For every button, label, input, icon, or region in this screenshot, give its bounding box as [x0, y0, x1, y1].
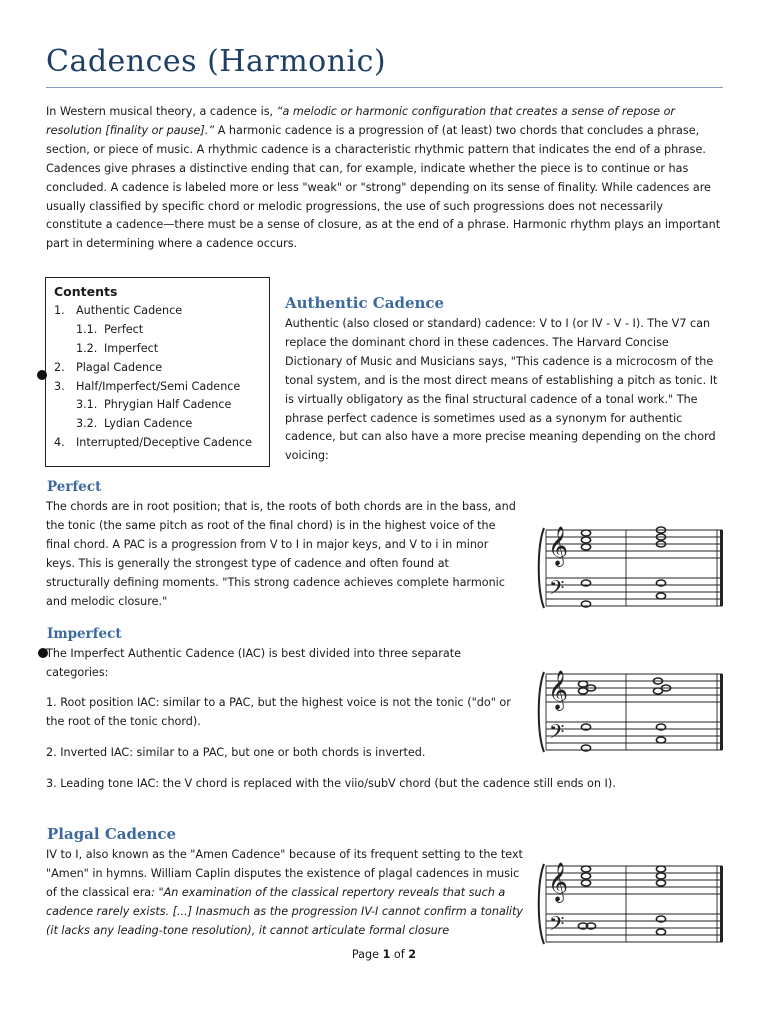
grand-staff-icon [536, 516, 728, 610]
imperfect-heading: Imperfect [47, 626, 122, 642]
toc-item-perfect[interactable]: 1.1. Perfect [76, 322, 144, 336]
table-of-contents [45, 277, 270, 467]
page-footer [0, 948, 768, 961]
toc-item-imperfect[interactable]: 1.2. Imperfect [76, 341, 159, 355]
svg-text:𝄞: 𝄞 [548, 526, 569, 566]
toc-item-phrygian[interactable]: 3.1. Phrygian Half Cadence [76, 398, 232, 412]
toc-item-half[interactable]: 3. Half/Imperfect/Semi Cadence [54, 379, 241, 393]
toc-item-authentic[interactable]: 1. Authentic Cadence [54, 304, 183, 317]
plagal-text: IV to I, also known as the "Amen Cadence" because of its frequent setting to the text "Amen" in hymns. William Caplin disputes the existence of plagal cadences in music of the classical era [46, 848, 523, 899]
intro-text-2: A harmonic cadence is a progression of (at least) two chords that concludes a phrase, section, or piece of music. A rhythmic cadence is a characteristic rhythmic pattern that indicates the end of a phrase. Cadences give phrases a distinctive ending that can, for example, indicate whether the piece is to continue or has concluded. A cadence is labeled more or less "weak" or "strong" depending on its sense of finality. While cadences are usually classified by specific chord or melodic progressions, the use of such progressions does not necessarily constitute a cadence—there must be a sense of closure, as at the end of a phrase. Harmonic rhythm plays an important part in determining where a cadence occurs. [46, 123, 721, 251]
footer-total-pages: 2 [408, 948, 417, 961]
intro-text-1: In Western musical theory, a cadence is, [46, 105, 277, 118]
toc-item-interrupted[interactable]: 4. Interrupted/Deceptive Cadence [54, 436, 252, 450]
title-divider [46, 87, 723, 88]
svg-text:𝄢: 𝄢 [549, 576, 565, 604]
footer-prefix: Page [351, 948, 383, 961]
grand-staff-icon [536, 852, 728, 946]
toc-title: Contents [54, 284, 118, 299]
page-title: Cadences (Harmonic) [46, 44, 387, 79]
imperfect-item-2: 2. Inverted IAC: similar to a PAC, but one or both chords is inverted. [46, 746, 426, 759]
svg-text:𝄞: 𝄞 [548, 862, 569, 902]
authentic-heading: Authentic Cadence [285, 294, 445, 312]
svg-text:𝄢: 𝄢 [549, 912, 565, 940]
imperfect-intro: The Imperfect Authentic Cadence (IAC) is best divided into three separate categories: [46, 647, 462, 679]
toc-item-lydian[interactable]: 3.2. Lydian Cadence [76, 417, 193, 431]
bullet-dot-icon [37, 370, 47, 380]
plagal-paragraph [46, 846, 524, 941]
perfect-heading: Perfect [47, 479, 102, 495]
toc-item-plagal[interactable]: 2. Plagal Cadence [54, 360, 163, 374]
footer-current-page: 1 [382, 948, 391, 961]
perfect-paragraph: The chords are in root position; that is, the roots of both chords are in the bass, and the tonic (the same pitch as root of the final chord) is in the highest voice of the final chord. A PAC is a progression from V to I in major keys, and V to i in minor keys. This is generally the strongest type of cadence and often found at structurally defining moments. "This strong cadence achieves complete harmonic and melodic closure." [46, 500, 516, 608]
grand-staff-icon [536, 660, 728, 754]
authentic-paragraph: Authentic (also closed or standard) cadence: V to I (or IV - V - I). The V7 can replace the dominant chord in these cadences. The Harvard Concise Dictionary of Music and Musicians says, "This cadence is a microcosm of the tonal system, and is the most direct means of establishing a pitch as tonic. It is virtually obligatory as the final structural cadence of a tonal work." The phrase perfect cadence is sometimes used as a synonym for authentic cadence, but can also have a more precise meaning depending on the chord voicing: [285, 317, 718, 463]
footer-of: of [390, 948, 409, 961]
plagal-quote: : "An examination of the classical repertory reveals that such a cadence rarely exists. [...] Inasmuch as the progression IV-I cannot confirm a tonality (it lacks any leading-tone resolution), it cannot articulate formal closure [46, 885, 524, 937]
imperfect-item-1: 1. Root position IAC: similar to a PAC, but the highest voice is not the tonic ("do" or the root of the tonic chord). [46, 696, 511, 728]
imperfect-item-3: 3. Leading tone IAC: the V chord is replaced with the viio/subV chord (but the cadence still ends on I). [46, 777, 616, 790]
svg-text:𝄞: 𝄞 [548, 670, 569, 710]
plagal-heading: Plagal Cadence [47, 825, 177, 843]
intro-paragraph [46, 103, 722, 254]
intro-quote: “a melodic or harmonic configuration that creates a sense of repose or resolution [finality or pause].” [46, 105, 676, 137]
svg-text:𝄢: 𝄢 [549, 720, 565, 748]
